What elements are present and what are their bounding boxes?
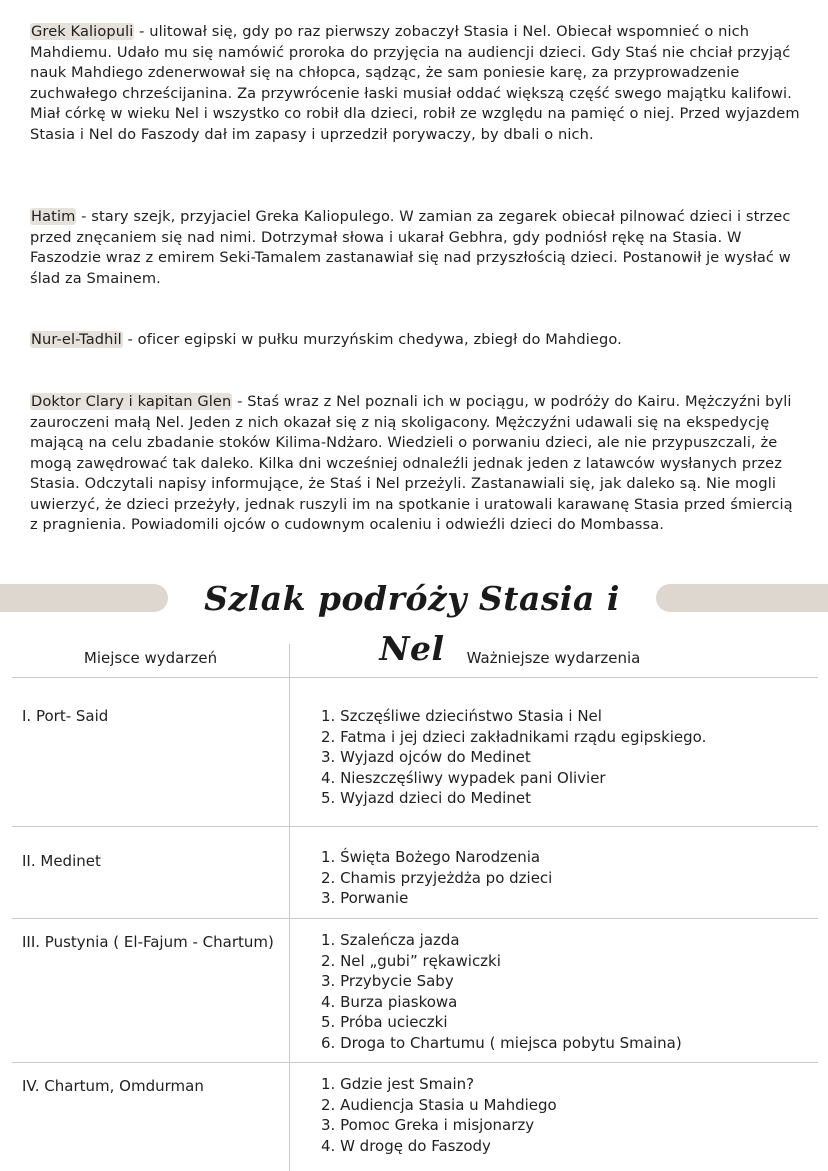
- column-divider: [289, 644, 290, 1171]
- list-item: 6. Droga to Chartumu ( miejsca pobytu Smaina): [321, 1033, 682, 1052]
- list-item: 3. Pomoc Greka i misjonarzy: [321, 1116, 535, 1134]
- list-item: 1. Gdzie jest Smain?: [321, 1075, 475, 1093]
- table-row-events: [321, 847, 811, 909]
- table-row-place: II. Medinet: [22, 852, 101, 870]
- character-description: - ulitował się, gdy po raz pierwszy zobaczył Stasia i Nel. Obiecał wspomnieć o nich Mahdiemu. Udało mu się namówić proroka do przyjęcia na audiencji dzieci. Gdy Staś nie chciał przyjąć nauk Mahdiego zdenerwował się na chłopca, sądząc, że sam poniesie karę, za przyprowadzenie zuchwałego chrześcijanina. Za przywrócenie łaski musiał oddać większą część swego majątku kalifowi. Miał córkę w wieku Nel i wszystko co robił dla dzieci, robił ze względu na pamięć o niej. Przed wyjazdem Stasia i Nel do Faszody dał im zapasy i uprzedził porywaczy, by dbali o nich.: [30, 23, 800, 143]
- list-item: 3. Wyjazd ojców do Medinet: [321, 748, 531, 766]
- row-divider: [12, 918, 818, 919]
- character-paragraph-nur: [30, 330, 800, 351]
- character-name: Grek Kaliopuli: [31, 23, 134, 40]
- table-row-place: III. Pustynia ( El-Fajum - Chartum): [22, 933, 274, 951]
- table-row-events: [321, 1074, 811, 1156]
- list-item: 2. Chamis przyjeżdża po dzieci: [321, 868, 553, 887]
- list-item: 5. Wyjazd dzieci do Medinet: [321, 789, 531, 807]
- table-row-events: [321, 930, 811, 1053]
- character-name: Nur-el-Tadhil: [31, 331, 122, 348]
- table-row-events: [321, 706, 811, 809]
- list-item: 4. Burza piaskowa: [321, 992, 458, 1011]
- character-description: - stary szejk, przyjaciel Greka Kaliopulego. W zamian za zegarek obiecał pilnować dzieci i strzec przed znęcaniem się nad nimi. Dotrzymał słowa i ukarał Gebhra, gdy podniósł rękę na Stasia. W Faszodzie wraz z emirem Seki-Tamalem zastanawiał się nad przyszłością dzieci. Postanowił je wysłać w ślad za Smainem.: [30, 208, 791, 287]
- row-divider: [12, 1062, 818, 1063]
- table-row-place: I. Port- Said: [22, 707, 109, 725]
- character-paragraph-grek: [30, 22, 800, 145]
- title-decoration-right: [656, 584, 828, 612]
- list-item: 1. Szczęśliwe dzieciństwo Stasia i Nel: [321, 707, 602, 725]
- title-decoration-left: [0, 584, 168, 612]
- list-item: 1. Święta Bożego Narodzenia: [321, 848, 541, 866]
- list-item: 5. Próba ucieczki: [321, 1013, 448, 1031]
- list-item: 4. W drogę do Faszody: [321, 1136, 491, 1155]
- list-item: 4. Nieszczęśliwy wypadek pani Olivier: [321, 768, 606, 787]
- character-name: Hatim: [31, 208, 76, 225]
- character-paragraph-hatim: [30, 207, 800, 289]
- list-item: 3. Przybycie Saby: [321, 972, 454, 990]
- list-item: 3. Porwanie: [321, 889, 409, 907]
- character-description: - Staś wraz z Nel poznali ich w pociągu, w podróży do Kairu. Mężczyźni byli zauroczeni małą Nel. Jeden z nich okazał się z nią skoligacony. Mężczyźni udawali się na ekspedycję mającą na celu zbadanie stoków Kilima-Ndżaro. Wiedzieli o porwaniu dzieci, ale nie przypuszczali, że mogą zawędrować tak daleko. Kilka dni wcześniej odnaleźli jednak jeden z latawców wysłanych przez Stasia. Odczytali napisy informujące, że Staś i Nel przeżyli. Zastanawiali się, jak daleko są. Nie mogli uwierzyć, że dzieci przeżyły, jednak ruszyli im na spotkanie i uratowali karawanę Stasia przed śmiercią z pragnienia. Powiadomili ojców o cudownym ocaleniu i odwieźli dzieci do Mombassa.: [30, 393, 793, 533]
- section-title: Szlak podróży Stasia i Nel: [204, 579, 620, 668]
- character-name: Doktor Clary i kapitan Glen: [31, 393, 232, 410]
- character-paragraph-clary-glen: [30, 392, 800, 536]
- list-item: 1. Szaleńcza jazda: [321, 931, 460, 949]
- list-item: 2. Audiencja Stasia u Mahdiego: [321, 1095, 557, 1114]
- list-item: 2. Fatma i jej dzieci zakładnikami rządu egipskiego.: [321, 727, 707, 746]
- table-header-events: Ważniejsze wydarzenia: [466, 649, 641, 667]
- row-divider: [12, 826, 818, 827]
- row-divider: [12, 677, 818, 678]
- list-item: 2. Nel „gubi” rękawiczki: [321, 951, 501, 970]
- character-description: - oficer egipski w pułku murzyńskim chedywa, zbiegł do Mahdiego.: [122, 331, 622, 348]
- table-header-place: Miejsce wydarzeń: [83, 649, 218, 667]
- table-row-place: IV. Chartum, Omdurman: [22, 1077, 204, 1095]
